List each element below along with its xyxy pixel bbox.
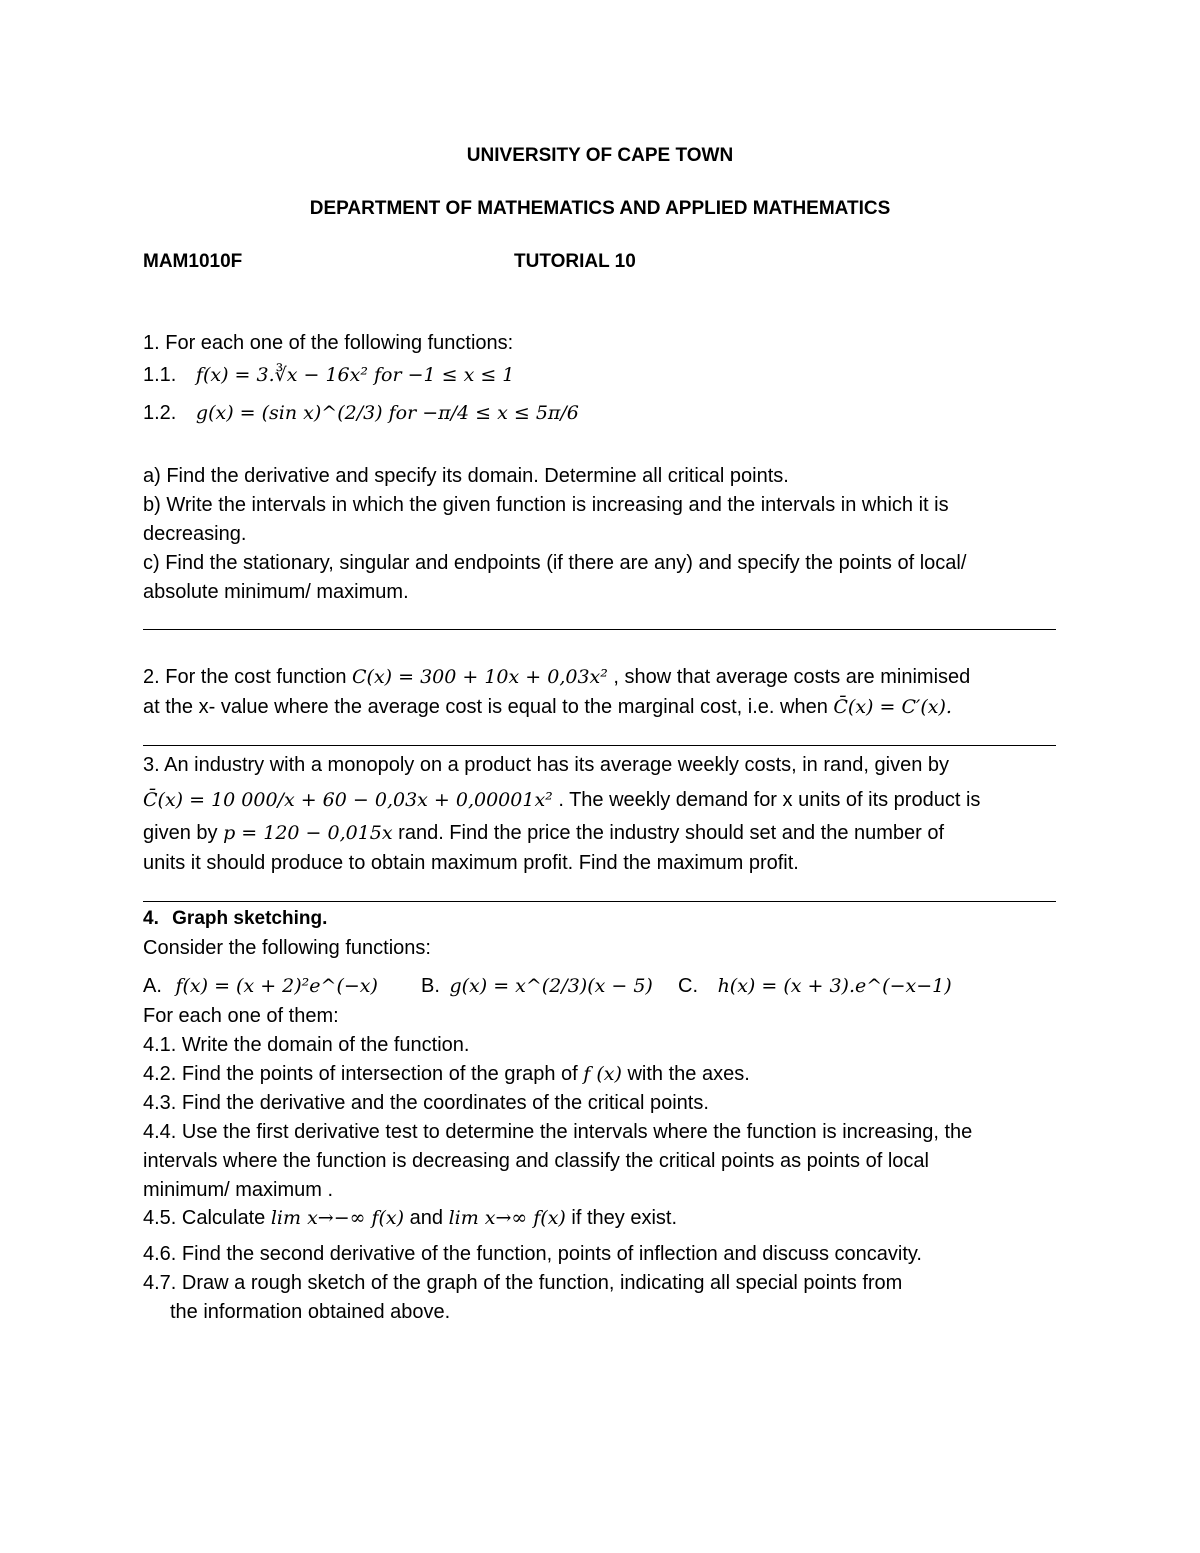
q2-cost-function: C(x) = 300 + 10x + 0,03x² [352,666,608,688]
q4-limit-neg-inf: lim x→−∞ f(x) [270,1207,405,1229]
divider-2 [143,745,1056,746]
q4-item-4-5-text: 4.5. Calculate [143,1207,271,1229]
q4-item-4-3: 4.3. Find the derivative and the coordinates of the critical points. [143,1092,709,1114]
q4-function-c-label: C. [678,975,698,997]
q3-line3 [143,820,944,846]
q1-function-2-label: 1.2. [143,402,177,424]
q4-function-b-label: B. [421,975,440,997]
q1-part-a: a) Find the derivative and specify its domain. Determine all critical points. [143,465,789,487]
q4-item-4-6: 4.6. Find the second derivative of the function, points of inflection and discuss concavity. [143,1243,922,1265]
q1-part-b-line1: b) Write the intervals in which the given function is increasing and the intervals in which it is [143,494,949,516]
q1-function-1-label: 1.1. [143,364,177,386]
tutorial-number: TUTORIAL 10 [514,251,636,272]
q3-line1: 3. An industry with a monopoly on a product has its average weekly costs, in rand, given by [143,754,949,776]
q4-item-4-2-post: with the axes. [621,1063,750,1085]
course-code: MAM1010F [143,251,243,272]
q4-limit-pos-inf: lim x→∞ f(x) [448,1207,566,1229]
q4-function-c [678,973,952,999]
q1-part-c-line1: c) Find the stationary, singular and endpoints (if there are any) and specify the points of local/ [143,552,967,574]
q1-function-1 [143,362,514,388]
q3-line2-post: . The weekly demand for x units of its product is [552,789,981,811]
q4-item-4-7-line1: 4.7. Draw a rough sketch of the graph of the function, indicating all special points from [143,1272,903,1294]
q4-item-4-2 [143,1061,750,1087]
q4-number: 4. [143,908,159,929]
q4-function-a-expr: f(x) = (x + 2)²e^(−x) [175,975,378,997]
q2-line1-post: , show that average costs are minimised [607,666,971,688]
q1-function-1-expr: f(x) = 3.∛x − 16x² for −1 ≤ x ≤ 1 [195,364,515,386]
q4-title [143,906,327,932]
q4-item-4-5 [143,1205,677,1231]
q4-item-4-1: 4.1. Write the domain of the function. [143,1034,470,1056]
q4-function-b [421,973,653,999]
q4-item-4-7-line2: the information obtained above. [170,1301,451,1323]
q1-function-2 [143,400,579,426]
q2-line2 [143,694,952,720]
q3-line3-post: rand. Find the price the industry should set and the number of [392,822,945,844]
q2-line1 [143,664,970,690]
q1-intro: 1. For each one of the following functions: [143,332,514,354]
divider-1 [143,629,1056,630]
q4-item-4-2-expr: f (x) [583,1063,622,1085]
q1-part-c-line2: absolute minimum/ maximum. [143,581,409,603]
q2-line1-text: 2. For the cost function [143,666,352,688]
q4-title-text: Graph sketching. [172,908,328,929]
q2-condition: C̄(x) = C′(x). [833,696,952,718]
q2-line2-text: at the x- value where the average cost is equal to the marginal cost, i.e. when [143,696,834,718]
q4-item-4-2-text: 4.2. Find the points of intersection of the graph of [143,1063,584,1085]
q4-function-c-expr: h(x) = (x + 3).e^(−x−1) [717,975,952,997]
q4-item-4-5-and: and [404,1207,449,1229]
q4-function-a [143,973,378,999]
q4-item-4-4-line2: intervals where the function is decreasing and classify the critical points as points of local [143,1150,929,1172]
q3-line2 [143,787,980,813]
q4-function-b-expr: g(x) = x^(2/3)(x − 5) [449,975,653,997]
q3-demand: p = 120 − 0,015x [223,822,393,844]
q1-function-2-expr: g(x) = (sin x)^(2/3) for −π/4 ≤ x ≤ 5π/6 [195,402,579,424]
q1-part-b-line2: decreasing. [143,523,247,545]
q4-consider: Consider the following functions: [143,937,431,959]
q4-item-4-4-line1: 4.4. Use the first derivative test to determine the intervals where the function is increasing, the [143,1121,973,1143]
q3-line4: units it should produce to obtain maximum profit. Find the maximum profit. [143,852,799,874]
q3-average-cost: C̄(x) = 10 000/x + 60 − 0,03x + 0,00001x² [143,789,553,811]
q4-item-4-4-line3: minimum/ maximum . [143,1179,334,1201]
q4-item-4-5-post: if they exist. [565,1207,678,1229]
divider-3 [143,901,1056,902]
department-title: DEPARTMENT OF MATHEMATICS AND APPLIED MATHEMATICS [309,198,891,219]
q4-function-a-label: A. [143,975,162,997]
q4-each: For each one of them: [143,1005,339,1027]
university-title: UNIVERSITY OF CAPE TOWN [466,145,734,166]
q3-line3-text: given by [143,822,224,844]
